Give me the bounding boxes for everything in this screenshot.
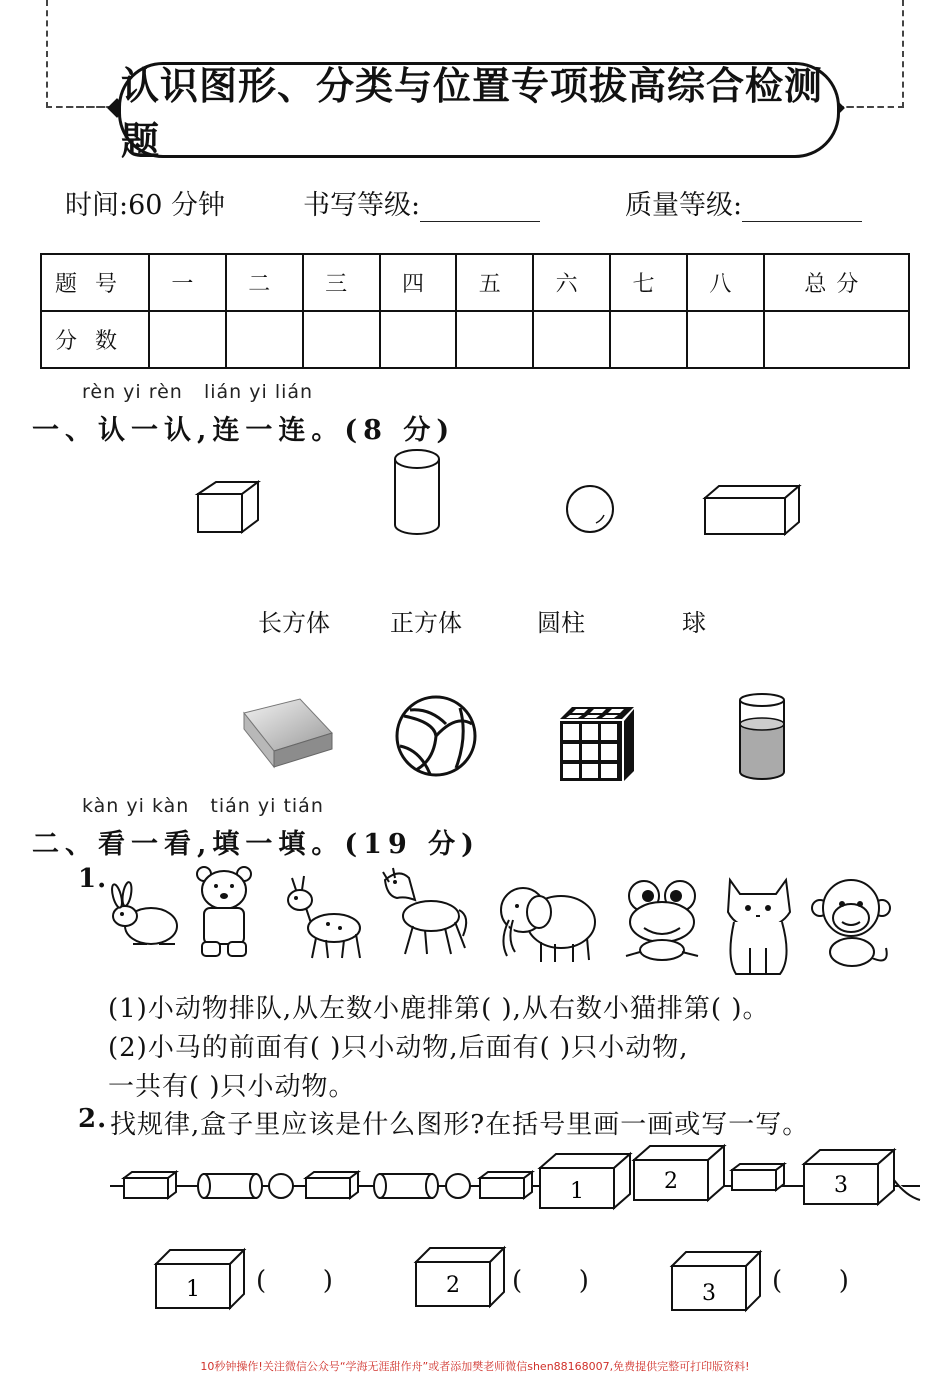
page-title: 认识图形、分类与位置专项拔高综合检测题	[121, 63, 824, 163]
table-cell: 一	[149, 254, 226, 311]
table-cell: 三	[303, 254, 380, 311]
score-cell[interactable]	[610, 311, 687, 368]
answer-box-3	[670, 1250, 762, 1312]
answer-box-1	[154, 1248, 246, 1310]
section1-heading: 一、认一认,连一连。(8 分)	[32, 415, 456, 446]
deer-icon	[282, 872, 366, 962]
chain-cylinder	[374, 1174, 438, 1198]
chain-mystery-box-1	[540, 1154, 630, 1208]
score-table-header-row	[41, 254, 909, 311]
table-cell: 二	[226, 254, 303, 311]
score-cell[interactable]	[533, 311, 610, 368]
table-cell: 分数	[41, 311, 149, 368]
table-cell: 四	[380, 254, 457, 311]
rabbit-icon	[103, 886, 183, 950]
chain-mystery-box-3	[804, 1150, 894, 1204]
chain-cuboid-small	[306, 1172, 358, 1198]
score-cell[interactable]	[687, 311, 764, 368]
sphere-icon[interactable]	[564, 483, 616, 535]
score-table-score-row	[41, 311, 909, 368]
table-cell: 总分	[764, 254, 909, 311]
shape-name-cube: 正方体	[390, 609, 462, 637]
section1-pinyin: rèn yi rèn lián yi lián	[82, 381, 314, 403]
table-cell: 八	[687, 254, 764, 311]
answer-box-label: 2	[446, 1273, 460, 1298]
answer-box-2	[414, 1246, 506, 1308]
cube-icon[interactable]	[196, 480, 262, 534]
footer-note: 10秒钟操作!关注微信公众号“学海无涯甜作舟”或者添加樊老师微信shen88168007,免费提供完整可打印版资料!	[200, 1360, 750, 1373]
header-dashed-line-right	[836, 106, 904, 108]
answer-paren-1[interactable]: ( )	[256, 1266, 334, 1296]
answer-paren-3[interactable]: ( )	[772, 1266, 850, 1296]
table-cell: 七	[610, 254, 687, 311]
answer-box-label: 3	[702, 1281, 716, 1306]
section2-pinyin: kàn yi kàn tián yi tián	[82, 795, 324, 817]
monkey-icon	[812, 878, 892, 970]
pattern-chain	[110, 1140, 920, 1220]
table-cell: 六	[533, 254, 610, 311]
glass-of-water-icon[interactable]	[737, 692, 787, 782]
chain-mystery-box-2	[634, 1146, 724, 1200]
brick-object-icon[interactable]	[240, 695, 336, 771]
cylinder-icon[interactable]	[392, 447, 442, 537]
chain-sphere	[269, 1174, 293, 1198]
table-cell: 五	[456, 254, 533, 311]
writing-grade: 书写等级:	[303, 183, 540, 222]
chain-cylinder	[198, 1174, 262, 1198]
score-cell[interactable]	[380, 311, 457, 368]
score-cell[interactable]	[303, 311, 380, 368]
volleyball-icon[interactable]	[394, 694, 478, 778]
q2-number: 2.	[78, 1104, 108, 1134]
title-banner	[118, 62, 840, 163]
header-dashed-line-left	[46, 106, 116, 108]
cuboid-icon[interactable]	[703, 484, 801, 536]
answer-box-label: 1	[186, 1277, 200, 1302]
rubiks-cube-icon[interactable]	[558, 705, 636, 783]
q1-line3: 一共有( )只小动物。	[108, 1072, 356, 1102]
chain-cuboid-small	[124, 1172, 176, 1198]
shape-name-cylinder: 圆柱	[537, 609, 585, 637]
quality-grade: 质量等级:	[625, 183, 862, 222]
q1-line1: (1)小动物排队,从左数小鹿排第( ),从右数小猫排第( )。	[108, 994, 770, 1024]
chain-sphere	[446, 1174, 470, 1198]
chain-cuboid-small	[480, 1172, 532, 1198]
score-cell[interactable]	[456, 311, 533, 368]
cat-icon	[720, 878, 798, 978]
time-label: 时间:60 分钟	[65, 190, 226, 221]
writing-grade-blank[interactable]	[420, 199, 540, 222]
section2-heading: 二、看一看,填一填。(19 分)	[32, 829, 480, 860]
answer-paren-2[interactable]: ( )	[512, 1266, 590, 1296]
q1-number: 1.	[78, 864, 108, 894]
frog-icon	[620, 878, 704, 964]
shape-name-cuboid: 长方体	[258, 609, 330, 637]
elephant-icon	[493, 880, 599, 964]
chain-cuboid-small	[732, 1164, 784, 1190]
bear-icon	[188, 864, 260, 960]
score-cell[interactable]	[226, 311, 303, 368]
q2-text: 找规律,盒子里应该是什么图形?在括号里画一画或写一写。	[110, 1110, 810, 1140]
q1-line2: (2)小马的前面有( )只小动物,后面有( )只小动物,	[108, 1033, 689, 1063]
chain-box-label: 2	[664, 1169, 678, 1194]
score-cell[interactable]	[764, 311, 909, 368]
shape-name-sphere: 球	[682, 609, 706, 637]
chain-box-label: 1	[570, 1179, 584, 1204]
score-cell[interactable]	[149, 311, 226, 368]
quality-grade-blank[interactable]	[742, 199, 862, 222]
score-table	[40, 253, 910, 369]
table-cell: 题号	[41, 254, 149, 311]
chain-box-label: 3	[834, 1173, 848, 1198]
horse-icon	[375, 866, 471, 960]
